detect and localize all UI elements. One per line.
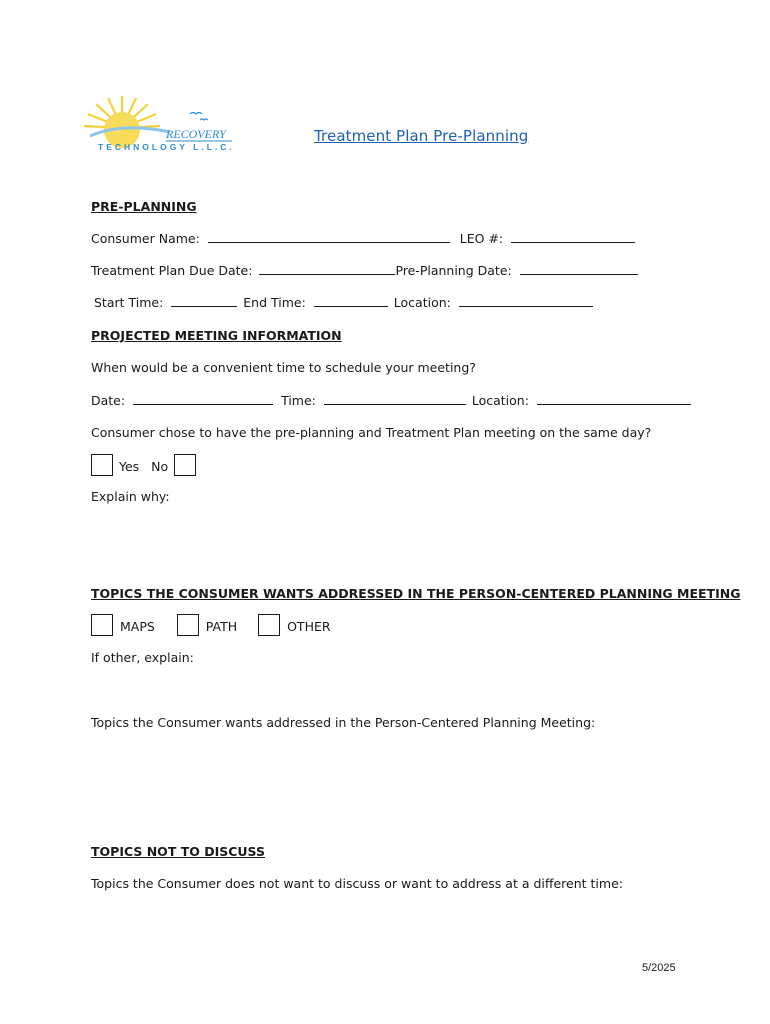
maps-label: MAPS bbox=[119, 619, 155, 634]
projected-meeting-heading: PROJECTED MEETING INFORMATION bbox=[91, 328, 342, 343]
end-time-field[interactable] bbox=[314, 294, 388, 307]
meeting-time-field[interactable] bbox=[324, 392, 466, 405]
due-date-field[interactable] bbox=[259, 262, 395, 275]
if-other-label: If other, explain: bbox=[91, 650, 194, 665]
pre-planning-date-field[interactable] bbox=[520, 262, 638, 275]
topics-not-to-discuss-label: Topics the Consumer does not want to discuss or want to address at a different time: bbox=[91, 876, 623, 891]
schedule-question: When would be a convenient time to schedule your meeting? bbox=[91, 360, 476, 375]
no-checkbox[interactable] bbox=[174, 454, 196, 476]
other-label: OTHER bbox=[287, 619, 331, 634]
maps-checkbox[interactable] bbox=[91, 614, 113, 636]
leo-label: LEO #: bbox=[459, 231, 504, 246]
due-date-label: Treatment Plan Due Date: bbox=[91, 263, 253, 278]
consumer-name-field[interactable] bbox=[208, 230, 450, 243]
meeting-location-field[interactable] bbox=[537, 392, 691, 405]
yes-checkbox[interactable] bbox=[91, 454, 113, 476]
topics-wanted-label: Topics the Consumer wants addressed in the Person-Centered Planning Meeting: bbox=[91, 715, 596, 730]
location-label: Location: bbox=[393, 295, 451, 310]
pre-planning-heading: PRE-PLANNING bbox=[91, 199, 197, 214]
meeting-date-label: Date: bbox=[91, 393, 126, 408]
due-date-row bbox=[91, 262, 638, 280]
consumer-name-row bbox=[91, 230, 635, 248]
yes-no-row bbox=[91, 454, 196, 476]
logo-text-technology: TECHNOLOGY L.L.C. bbox=[98, 142, 235, 152]
company-logo bbox=[80, 92, 240, 156]
time-location-row bbox=[94, 294, 593, 312]
meeting-location-label: Location: bbox=[471, 393, 529, 408]
topics-heading: TOPICS THE CONSUMER WANTS ADDRESSED IN THE PERSON-CENTERED PLANNING MEETING bbox=[91, 586, 741, 601]
end-time-label: End Time: bbox=[243, 295, 306, 310]
document-title: Treatment Plan Pre-Planning bbox=[314, 127, 529, 145]
start-time-label: Start Time: bbox=[94, 295, 164, 310]
location-field[interactable] bbox=[459, 294, 593, 307]
topic-options-row bbox=[91, 614, 331, 636]
meeting-details-row bbox=[91, 392, 691, 410]
same-day-question: Consumer chose to have the pre-planning and Treatment Plan meeting on the same day? bbox=[91, 425, 652, 440]
topics-not-to-discuss-heading: TOPICS NOT TO DISCUSS bbox=[91, 844, 265, 859]
no-label: No bbox=[151, 459, 169, 474]
consumer-name-label: Consumer Name: bbox=[91, 231, 200, 246]
explain-why-label: Explain why: bbox=[91, 489, 170, 504]
footer-date: 5/2025 bbox=[642, 962, 676, 974]
yes-label: Yes bbox=[118, 459, 140, 474]
path-checkbox[interactable] bbox=[177, 614, 199, 636]
start-time-field[interactable] bbox=[171, 294, 237, 307]
leo-field[interactable] bbox=[511, 230, 635, 243]
sun-logo-icon bbox=[80, 92, 240, 156]
meeting-date-field[interactable] bbox=[133, 392, 273, 405]
path-label: PATH bbox=[205, 619, 238, 634]
logo-text-recovery: RECOVERY bbox=[166, 127, 226, 141]
pre-planning-date-label: Pre-Planning Date: bbox=[395, 263, 512, 278]
other-checkbox[interactable] bbox=[258, 614, 280, 636]
meeting-time-label: Time: bbox=[281, 393, 316, 408]
